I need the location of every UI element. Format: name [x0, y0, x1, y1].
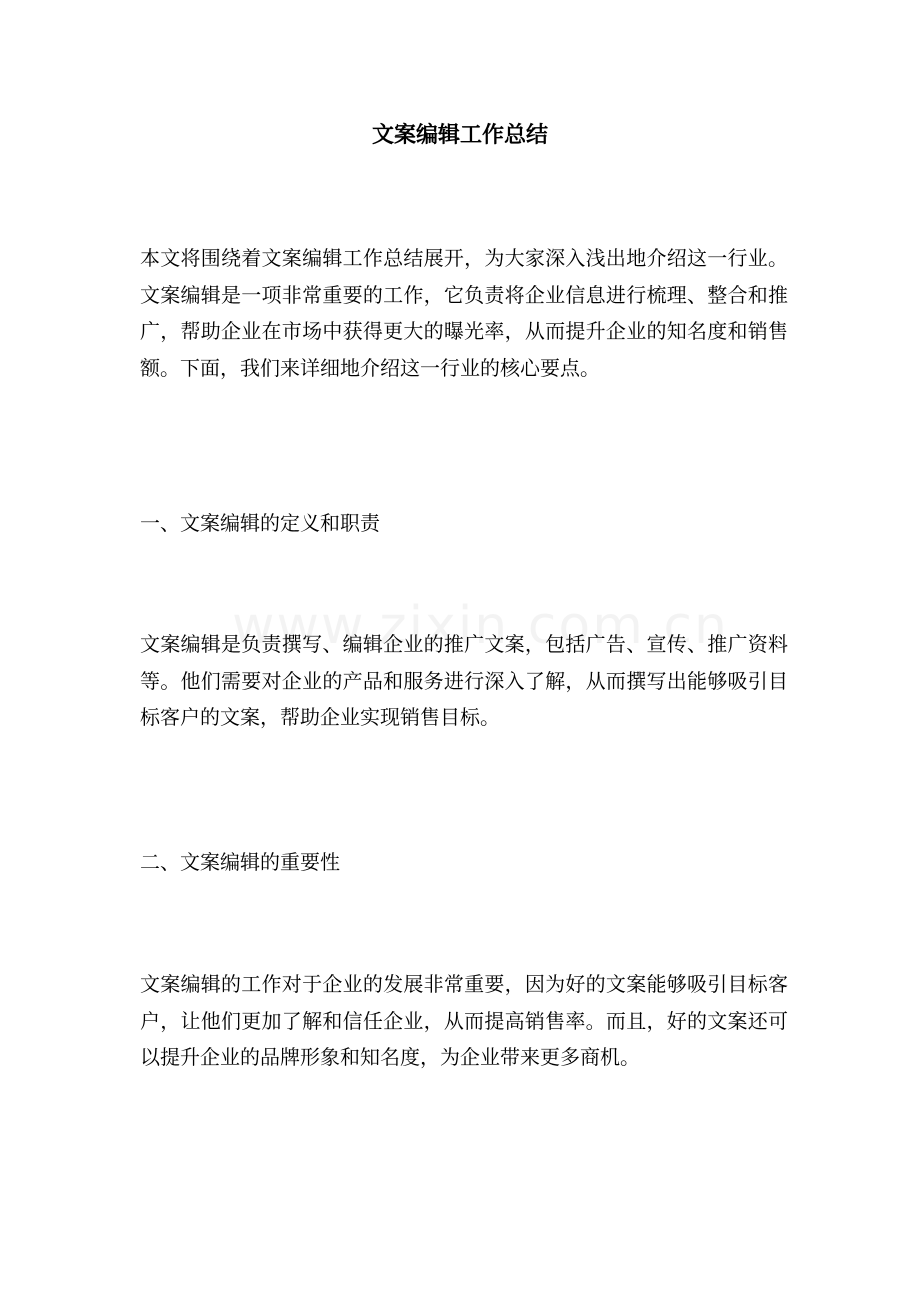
document-title: 文案编辑工作总结 [371, 123, 548, 148]
intro-paragraph: 本文将围绕着文案编辑工作总结展开，为大家深入浅出地介绍这一行业。文案编辑是一项非常重要的工作，它负责将企业信息进行梳理、整合和推广，帮助企业在市场中获得更大的曝光率，从而提升企业的知名度和销售额。下面，我们来详细地介绍这一行业的核心要点。 [140, 246, 788, 380]
section-1-heading: 一、文案编辑的定义和职责 [140, 511, 380, 535]
section-1-paragraph: 文案编辑是负责撰写、编辑企业的推广文案，包括广告、宣传、推广资料等。他们需要对企业的产品和服务进行深入了解，从而撰写出能够吸引目标客户的文案，帮助企业实现销售目标。 [140, 632, 788, 729]
section-2-heading: 二、文案编辑的重要性 [140, 850, 340, 874]
section-2-paragraph: 文案编辑的工作对于企业的发展非常重要，因为好的文案能够吸引目标客户，让他们更加了解和信任企业，从而提高销售率。而且，好的文案还可以提升企业的品牌形象和知名度，为企业带来更多商机。 [140, 972, 788, 1069]
